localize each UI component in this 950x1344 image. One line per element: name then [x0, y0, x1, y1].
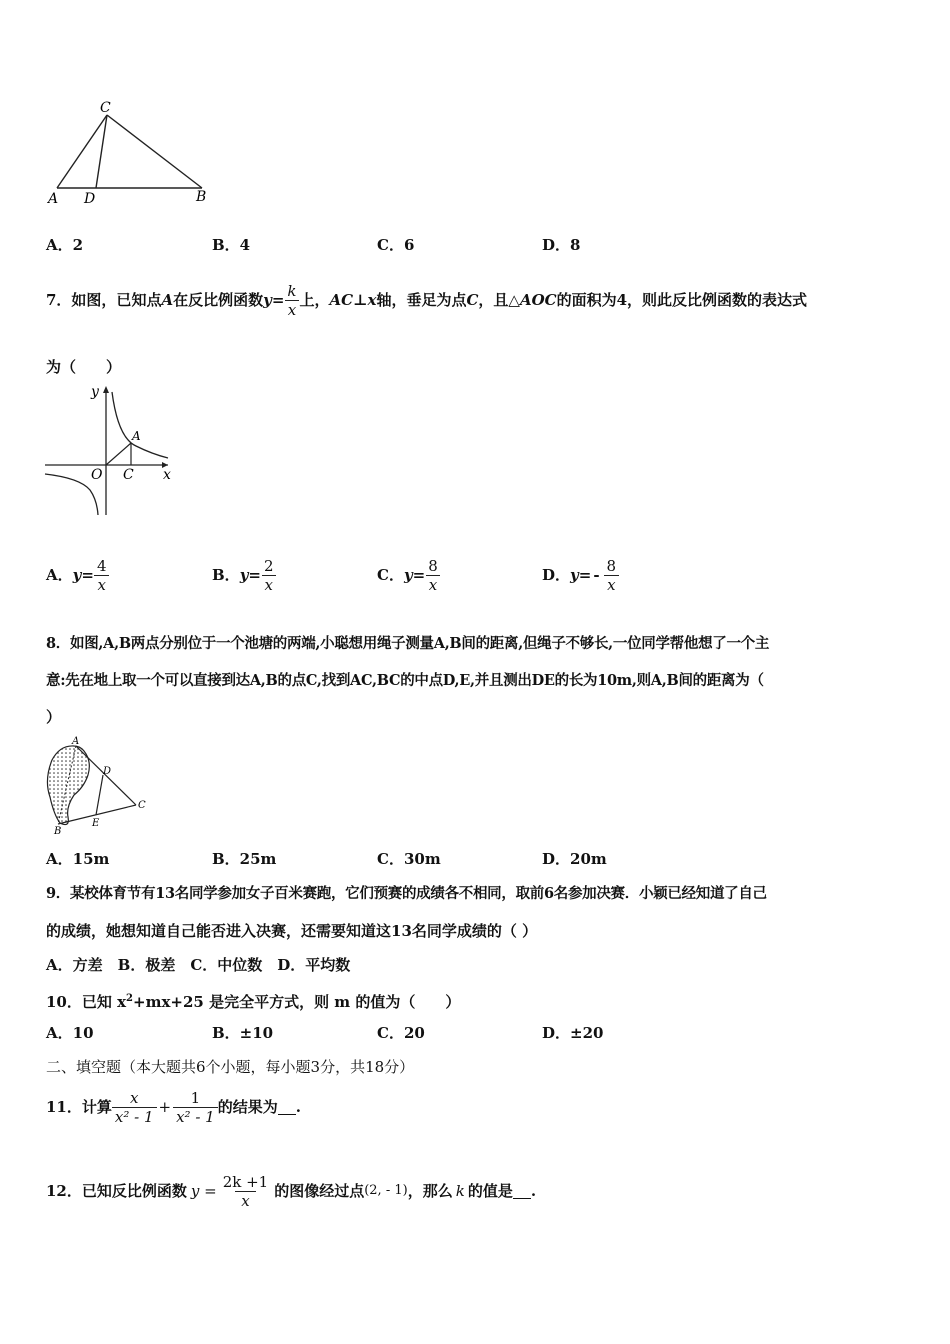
q7-option-b-fraction	[261, 557, 277, 594]
q7-text-mid1: 在反比例函数	[173, 291, 264, 309]
q7-option-b-expr: y=	[239, 566, 261, 584]
hyperbola-branch-positive	[112, 392, 168, 458]
q7-option-c-fraction	[425, 557, 441, 594]
pond-figure-q8	[40, 735, 160, 840]
q12-k: k	[455, 1182, 465, 1200]
q8-option-c[interactable]: C．30m	[377, 850, 441, 868]
q9-question-line1: 9．某校体育节有13名同学参加女子百米赛跑，它们预赛的成绩各不相同，取前6名参加决赛．小颖已经知道了自己	[46, 885, 767, 902]
q7-option-b-den: x	[262, 575, 276, 594]
q7-text-mid4: ，且△	[478, 291, 520, 309]
q8-option-a[interactable]: A．15m	[46, 850, 110, 868]
q11-end: .	[295, 1098, 301, 1116]
label-y: y	[91, 384, 99, 400]
q9-options[interactable]: A．方差 B．极差 C．中位数 D．平均数	[46, 956, 351, 974]
q7-question	[46, 272, 807, 328]
label-c: C	[138, 800, 146, 811]
q8-option-b[interactable]: B．25m	[212, 850, 277, 868]
q7-option-d-num: 8	[606, 556, 617, 575]
q7-option-c-num: 8	[428, 556, 438, 575]
q11-answer-blank[interactable]	[278, 1100, 296, 1115]
q7-text-mid3: 轴，垂足为点	[376, 291, 467, 309]
side-ac	[57, 115, 107, 188]
q7-option-a-label: A．	[46, 566, 73, 584]
q7-option-d-fraction	[604, 557, 620, 594]
q7-option-a-den: x	[94, 575, 108, 594]
q11-prefix: 11．计算	[46, 1098, 112, 1116]
triangle-figure-q6	[40, 95, 230, 210]
label-o: O	[91, 467, 103, 483]
q7-option-d-den: x	[604, 575, 618, 594]
q7-option-a-num: 4	[96, 556, 107, 575]
q7-func-numerator: k	[287, 281, 297, 300]
segment-cd	[96, 115, 107, 188]
q12-question	[46, 1166, 536, 1216]
label-c: C	[123, 467, 134, 483]
q10-option-b[interactable]: B．±10	[212, 1024, 274, 1042]
q8-question-line2: 意:先在地上取一个可以直接到达A,B的点C,找到AC,BC的中点D,E,并且测出DE的长为10m,则A,B间的距离为（	[46, 672, 764, 689]
q10-option-d[interactable]: D．±20	[542, 1024, 604, 1042]
label-d: D	[103, 766, 112, 777]
q12-func-den: x	[235, 1191, 255, 1210]
q12-suffix: 的值是	[467, 1182, 513, 1200]
q12-end: .	[530, 1182, 537, 1200]
q7-option-a[interactable]	[46, 551, 109, 599]
q6-option-d[interactable]: D．8	[542, 236, 581, 254]
q12-prefix: 12．已知反比例函数	[46, 1182, 187, 1200]
q7-function-fraction	[284, 282, 299, 319]
label-e: E	[92, 818, 100, 829]
q6-option-b[interactable]: B．4	[212, 236, 251, 254]
q11-fraction-2	[173, 1089, 218, 1126]
q10-question	[46, 989, 460, 1012]
section-2-title: 二、填空题（本大题共6个小题，每小题3分，共18分）	[46, 1058, 415, 1076]
q7-option-d-sign: -	[593, 566, 600, 584]
label-a: A	[132, 429, 141, 443]
q7-option-c-expr: y=	[403, 566, 426, 584]
q9-question-line2: 的成绩，她想知道自己能否进入决赛，还需要知道这13名同学成绩的（ ）	[46, 922, 538, 940]
label-x: x	[163, 467, 171, 483]
q10-superscript: 2	[126, 993, 134, 1004]
label-a: A	[48, 191, 59, 207]
q10-option-a[interactable]: A．10	[46, 1024, 94, 1042]
q8-question-line3: ）	[46, 708, 62, 726]
q7-option-b-num: 2	[263, 556, 274, 575]
q7-text-before: 7．如图，已知点	[46, 291, 162, 309]
q12-point: (2, - 1)	[364, 1183, 408, 1198]
q11-frac2-den: x² - 1	[173, 1107, 218, 1126]
q7-option-c[interactable]	[377, 551, 441, 599]
q7-point-c: C	[466, 291, 479, 309]
label-c: C	[100, 100, 111, 116]
q7-option-b[interactable]	[212, 551, 277, 599]
q7-func-denominator: x	[285, 300, 299, 319]
q7-option-c-den: x	[426, 575, 440, 594]
q11-plus: +	[158, 1098, 172, 1116]
q7-func-y: y=	[263, 291, 285, 309]
q10-option-c[interactable]: C．20	[377, 1024, 425, 1042]
q7-text-mid2: 上，	[299, 291, 330, 309]
q7-option-b-label: B．	[212, 566, 240, 584]
label-a: A	[72, 736, 80, 747]
q7-option-d-label: D．	[542, 566, 571, 584]
q11-question	[46, 1082, 301, 1132]
q11-suffix: 的结果为	[217, 1098, 278, 1116]
q11-frac2-num: 1	[190, 1088, 201, 1107]
q7-question-line2: 为（ ）	[46, 358, 122, 376]
q11-frac1-den: x² - 1	[112, 1107, 157, 1126]
q10-text-after: +mx+25 是完全平方式，则 m 的值为（ ）	[133, 993, 461, 1011]
label-b: B	[54, 826, 62, 837]
q12-mid2: ，那么	[407, 1182, 453, 1200]
q7-option-a-expr: y=	[72, 566, 94, 584]
q8-option-d[interactable]: D．20m	[542, 850, 607, 868]
q12-func-num: 2k +1	[222, 1172, 269, 1191]
q12-mid: 的图像经过点	[274, 1182, 365, 1200]
label-b: B	[196, 189, 207, 205]
q10-text-before: 10．已知 x	[46, 993, 127, 1011]
q8-question-line1: 8．如图,A,B两点分别位于一个池塘的两端,小聪想用绳子测量A,B间的距离,但绳子不够长,一位同学帮他想了一个主	[46, 635, 770, 652]
segment-oa	[106, 443, 131, 465]
q7-option-c-label: C．	[377, 566, 404, 584]
segment-de	[96, 775, 103, 815]
q7-ac-perp: AC⊥x	[329, 291, 377, 309]
q12-func-y: y =	[190, 1182, 217, 1200]
pond-shape	[47, 746, 89, 825]
q7-text-end: 的面积为4，则此反比例函数的表达式	[556, 291, 808, 309]
y-axis-arrow-icon	[103, 386, 109, 393]
q11-fraction-1	[112, 1089, 157, 1126]
q12-answer-blank[interactable]	[513, 1184, 531, 1199]
q12-function-fraction	[217, 1173, 275, 1210]
q7-option-a-fraction	[94, 557, 110, 594]
label-d: D	[84, 191, 96, 207]
side-cb	[107, 115, 202, 188]
q6-option-c[interactable]: C．6	[377, 236, 415, 254]
q7-point-a: A	[161, 291, 174, 309]
q7-option-d[interactable]	[542, 551, 619, 599]
q7-aoc: AOC	[519, 291, 557, 309]
q11-frac1-num: x	[129, 1088, 139, 1107]
q7-option-d-expr: y=	[570, 566, 592, 584]
hyperbola-figure-q7	[40, 380, 180, 520]
q6-option-a[interactable]: A．2	[46, 236, 84, 254]
